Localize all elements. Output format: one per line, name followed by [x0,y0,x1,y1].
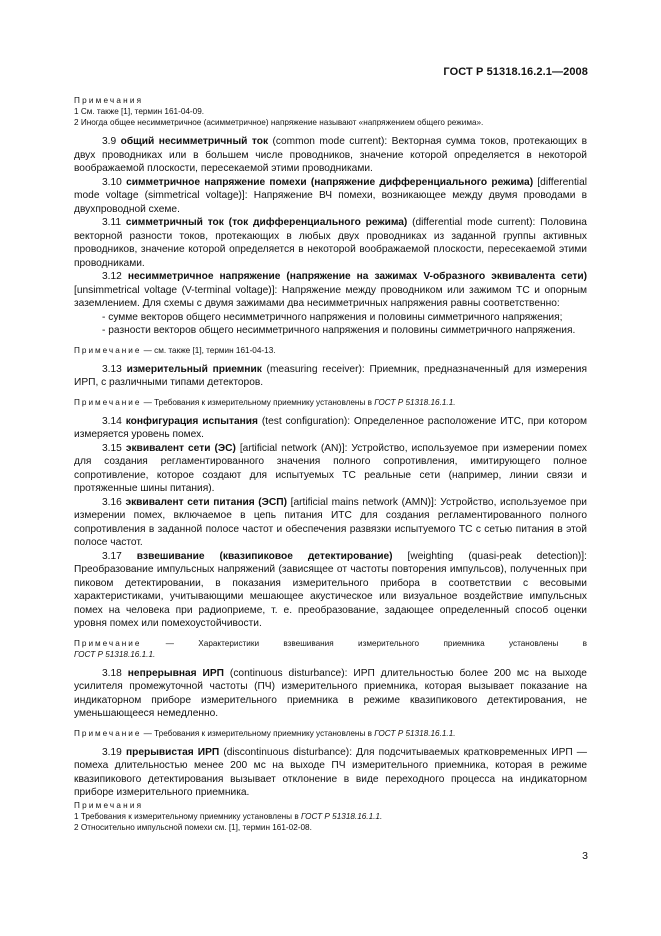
note-text: — Требования к измерительному приемнику установлены в [141,728,375,738]
note-label: Примечание [74,397,142,407]
term-number: 3.14 [102,415,122,427]
term-title: прерывистая ИРП [125,746,220,758]
term-3-10 [74,176,587,217]
page-number: 3 [582,850,588,862]
term-3-18 [74,667,587,721]
term-title: конфигурация испытания [125,415,258,427]
term-title: несимметричное напряжение (напряжение на зажимах V-образного эквивалента сети) [127,271,587,282]
note-3-13 [74,397,587,408]
dash-item: - сумме векторов общего несимметричного напряжения и половины симметричного напряжения; [102,311,563,323]
notes-label: Примечания [74,800,144,810]
term-3-13 [74,363,587,390]
term-definition: [artificial mains network (AMN)]: Устройство, используемое при измерении помех, включаемое в цепь питания ИТС для создания регламентированного полного сопротивления в заданной полосе частот и обеспечения развязки испытуемого ТС с сетью питания в этой полосе частот. [74,496,588,548]
term-definition: (differential mode current): Половина векторной разности токов, протекающих в любых двух проводниках из заданной группы активных проводников, значение которой определяется в некоторой воображаемой плоскости, пересекаемой этими проводниками. [74,217,587,269]
term-3-12 [74,270,587,311]
term-title: измерительный приемник [126,363,262,375]
term-definition: [differential mode voltage (simmetrical voltage)]: Напряжение ВЧ помехи, возникающее между двумя проводами в двухпроводной схеме. [74,176,587,215]
term-definition: [unsimmetrical voltage (V-terminal voltage)]: Напряжение между проводником или зажимом ТС и опорным заземлением. Для схемы с двумя зажимами два несимметричных напряжения равны соответственно: [74,284,587,309]
note-item: 1 См. также [1], термин 161-04-09. [74,107,205,116]
note-label: Примечание [74,638,142,648]
standard-reference: ГОСТ Р 51318.16.1.1. [74,649,156,659]
note-3-12 [74,345,587,356]
term-3-15 [74,442,587,496]
term-definition: (measuring receiver): Приемник, предназначенный для измерения ИРП, с различными типами детекторов. [74,363,587,388]
term-definition: (test configuration): Определенное расположение ИТС, при котором измеряется уровень помех. [74,415,587,440]
term-definition: (continuous disturbance): ИРП длительностью более 200 мс на выходе усилителя промежуточной частоты (ПЧ) измерительного приемника, которая вызывает показание на индикаторном приборе измерительного приемника в режиме квазипикового детектирования, не уменьшающееся немедленно. [74,667,587,719]
term-3-14 [74,415,587,442]
term-title: взвешивание (квазипиковое детектирование) [136,550,393,562]
term-number: 3.16 [102,496,122,508]
term-title: непрерывная ИРП [127,667,224,679]
page-content [74,95,587,833]
note-item [74,811,587,822]
note-item: 2 Иногда общее несимметричное (асимметричное) напряжение называют «напряжением общего режима». [74,118,484,127]
term-number: 3.19 [102,746,122,758]
term-title: симметричное напряжение помехи (напряжение дифференциального режима) [126,176,534,188]
note-text: — Характеристики взвешивания измерительного приемника установлены в [141,638,587,648]
note-text: — Требования к измерительному приемнику установлены в [141,397,375,407]
note-label: Примечание [74,728,142,738]
term-3-9 [74,135,587,176]
term-number: 3.9 [102,136,117,147]
term-title: эквивалент сети (ЭС) [125,442,236,454]
note-3-18 [74,728,587,739]
term-number: 3.17 [102,550,122,562]
note-text: — см. также [1], термин 161-04-13. [141,345,276,355]
term-number: 3.11 [102,217,122,228]
document-code-header: ГОСТ Р 51318.16.2.1—2008 [443,66,588,78]
note-text: 1 Требования к измерительному приемнику установлены в [74,811,301,821]
standard-reference: ГОСТ Р 51318.16.1.1. [374,397,456,407]
standard-reference: ГОСТ Р 51318.16.1.1. [300,811,383,821]
dash-item: - разности векторов общего несимметричного напряжения и половины симметричного напряжения. [102,325,576,336]
notes-label: Примечания [74,96,144,105]
term-3-11 [74,216,587,270]
term-title: общий несимметричный ток [120,136,269,147]
term-title: симметричный ток (ток дифференциального режима) [125,217,408,228]
term-definition: [weighting (quasi-peak detection)]: Преобразование импульсных напряжений (зависящее от частоты повторения импульсов), полученных при пиковом детектировании, в показания измерительного прибора в соответствии с весовыми характеристиками, учитывающими мешающее акустическое или визуальное воздействие импульсных помех на человека при радиоприеме, т. е. преобразование, задающее определенный способ оценки уровня помех или помехоустойчивости. [74,550,587,629]
note-3-17-ref [74,649,587,660]
note-3-17 [74,638,587,649]
term-3-19 [74,746,587,800]
note-label: Примечание [74,345,142,355]
term-number: 3.18 [102,667,122,679]
term-definition: [artificial network (AN)]: Устройство, используемое при измерении помех для создания регламентированного значения полного сопротивления, имитирующего полное сопротивление, которое создают для испытуемых ТС реальные сети (например, линии связи и протяженные шины питания). [74,442,587,494]
term-number: 3.12 [102,271,122,282]
term-title: эквивалент сети питания (ЭСП) [125,496,288,508]
term-3-17 [74,550,587,631]
standard-reference: ГОСТ Р 51318.16.1.1. [374,728,456,738]
term-3-16 [74,496,587,550]
term-number: 3.15 [102,442,122,454]
term-number: 3.10 [102,176,122,188]
note-item: 2 Относительно импульсной помехи см. [1], термин 161-02-08. [74,822,312,832]
term-number: 3.13 [102,363,122,375]
term-definition: (discontinuous disturbance): Для подсчитываемых кратковременных ИРП — помеха длительностью менее 200 мс на выходе ПЧ измерительного приемника, которая в режиме квазипикового детектирования вызывает отклонение в виде переходного процесса на индикаторном приборе измерительного приемника. [74,746,587,798]
term-definition: (common mode current): Векторная сумма токов, протекающих в двух проводниках или в большем числе проводников, значение которой определяется в некоторой воображаемой плоскости, пересекаемой этими проводниками. [74,136,587,174]
